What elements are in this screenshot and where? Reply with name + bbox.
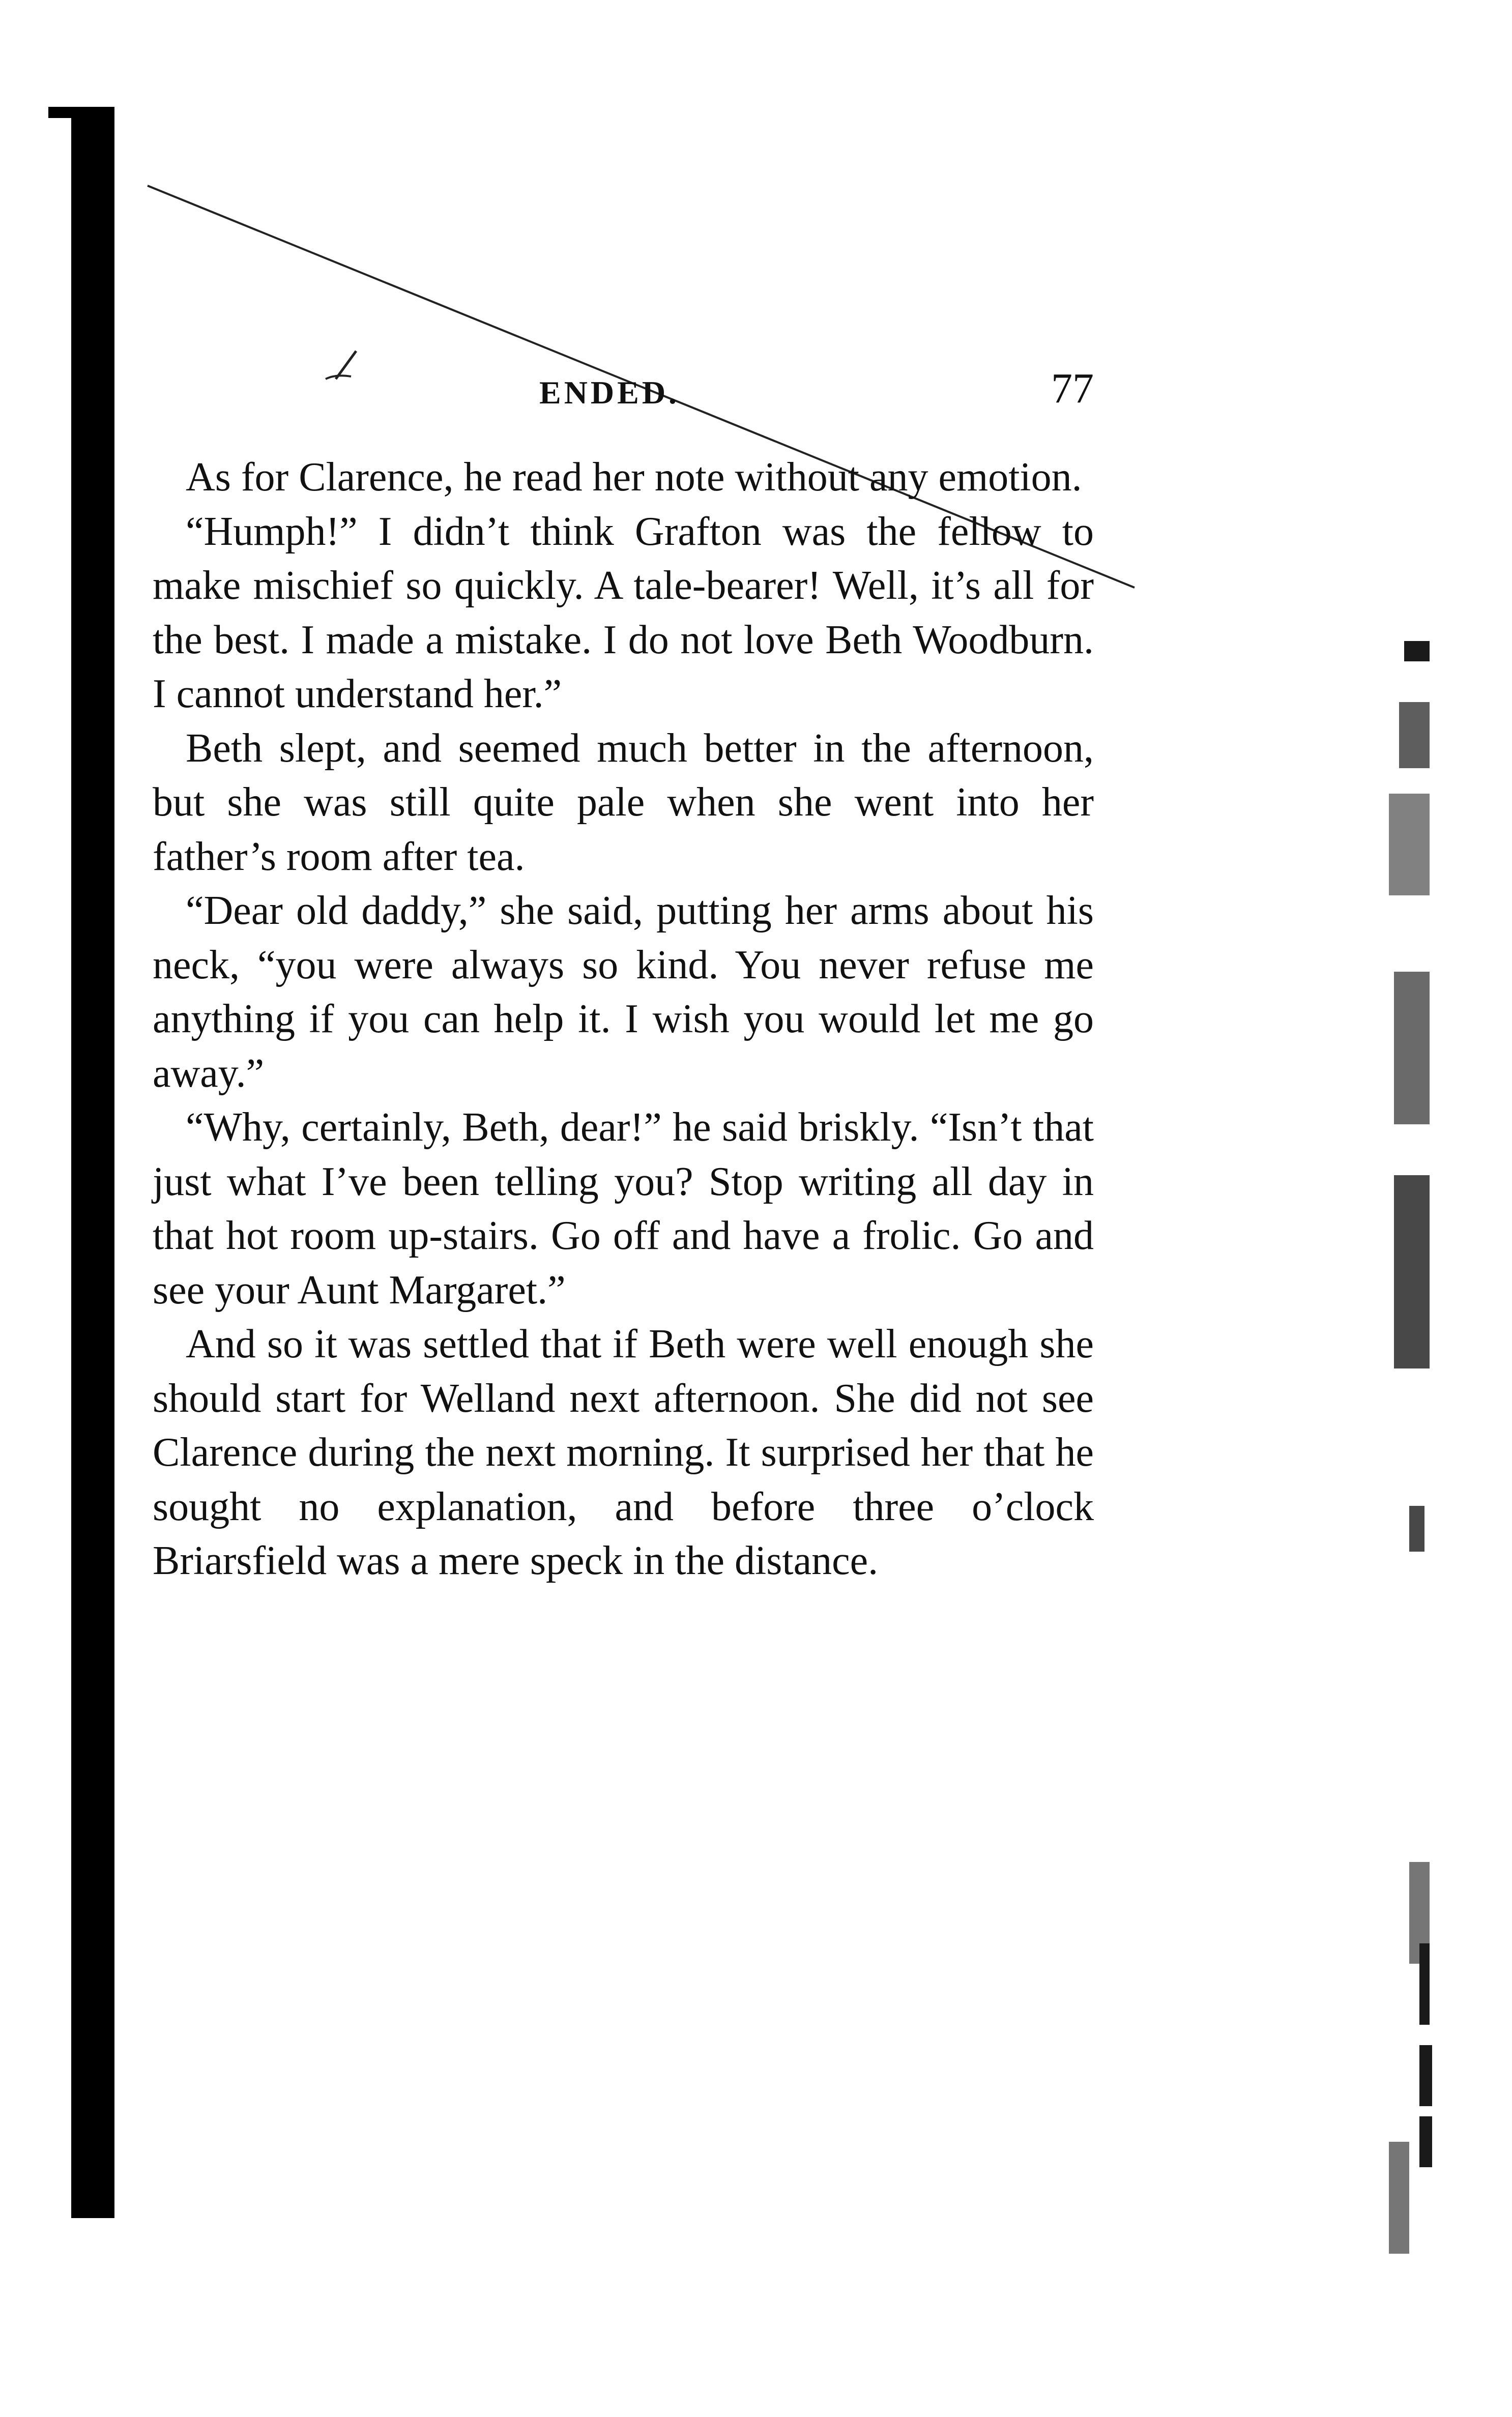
page-header [153, 364, 1094, 420]
page-number: 77 [1051, 365, 1094, 412]
paragraph: As for Clarence, he read her note without any emotion. [186, 455, 1082, 500]
running-head: ENDED. [539, 374, 680, 411]
scan-edge-artifact [1369, 132, 1430, 2218]
paragraph: “Why, certainly, Beth, dear!” he said briskly. “Isn’t that just what I’ve been telling you? Stop writing all day in that hot room up-stairs. Go off and have a frolic. Go and see your Aunt Margaret.” [153, 1105, 1094, 1313]
paragraph: “Dear old daddy,” she said, putting her arms about his neck, “you were always so kind. You never refuse me anything if you can help it. I wish you would let me go away.” [153, 888, 1094, 1096]
paragraph: Beth slept, and seemed much better in the afternoon, but she was still quite pale when she went into her father’s room after tea. [153, 725, 1094, 879]
paragraph: “Humph!” I didn’t think Grafton was the fellow to make mischief so quickly. A tale-bearer! Well, it’s all for the best. I made a mistake. I do not love Beth Woodburn. I cannot understand her.” [153, 509, 1094, 716]
body-text [153, 450, 1094, 1588]
paragraph: And so it was settled that if Beth were well enough she should start for Welland next afternoon. She did not see Clarence during the next morning. It surprised her that he sought no explanation, and before three o’clock Briarsfield was a mere speck in the distance. [153, 1322, 1094, 1583]
